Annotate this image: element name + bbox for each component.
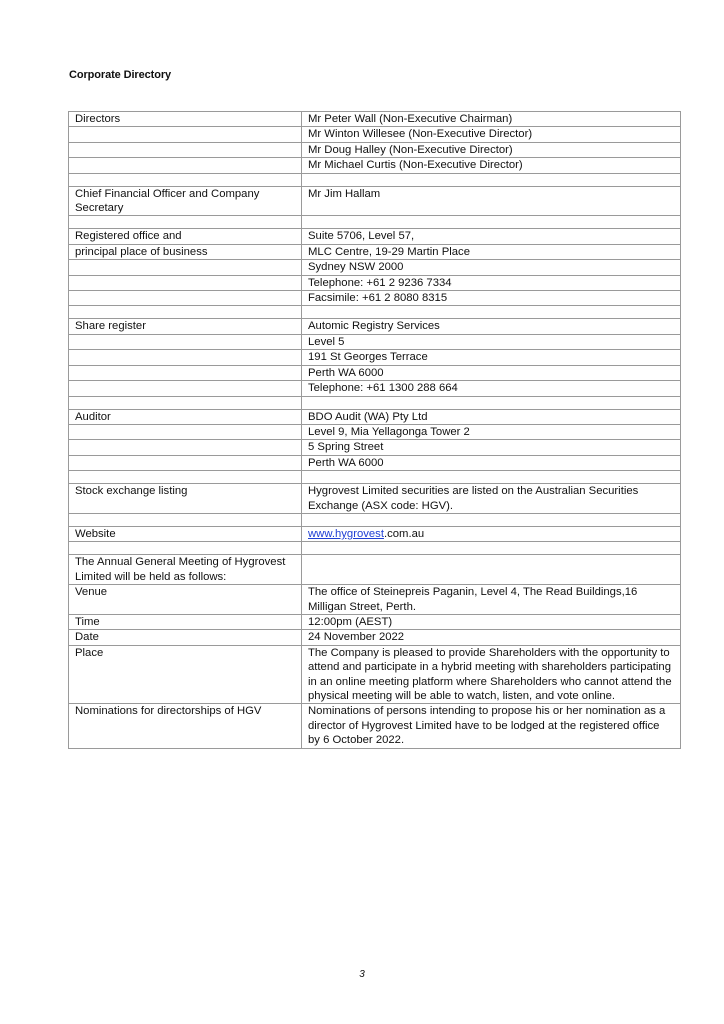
- row-label: Date: [69, 630, 302, 645]
- spacer-cell: [69, 542, 302, 555]
- spacer-cell: [302, 216, 681, 229]
- table-row: [69, 229, 681, 244]
- row-value: Telephone: +61 2 9236 7334: [302, 275, 681, 290]
- row-label: [69, 365, 302, 380]
- row-label: Time: [69, 614, 302, 629]
- row-label: Nominations for directorships of HGV: [69, 704, 302, 748]
- website-suffix: .com.au: [383, 527, 425, 540]
- row-value: Mr Winton Willesee (Non-Executive Director): [302, 127, 681, 142]
- row-value: [302, 526, 681, 541]
- table-row: [69, 112, 681, 127]
- page-title: Corporate Directory: [69, 69, 172, 81]
- table-row: [69, 319, 681, 334]
- table-row: [69, 484, 681, 514]
- spacer-row: [69, 471, 681, 484]
- table-row: [69, 275, 681, 290]
- table-row: [69, 350, 681, 365]
- row-value: Telephone: +61 1300 288 664: [302, 381, 681, 396]
- row-label: Website: [69, 526, 302, 541]
- row-value: 12:00pm (AEST): [302, 614, 681, 629]
- spacer-cell: [69, 396, 302, 409]
- row-value: Mr Doug Halley (Non-Executive Director): [302, 142, 681, 157]
- row-value: Facsimile: +61 2 8080 8315: [302, 291, 681, 306]
- row-label: [69, 291, 302, 306]
- row-label: [69, 455, 302, 470]
- row-label: [69, 142, 302, 157]
- spacer-row: [69, 216, 681, 229]
- row-label: [69, 350, 302, 365]
- row-label: Place: [69, 645, 302, 704]
- table-row: [69, 186, 681, 216]
- row-value: 24 November 2022: [302, 630, 681, 645]
- row-label: Stock exchange listing: [69, 484, 302, 514]
- spacer-row: [69, 513, 681, 526]
- spacer-cell: [302, 173, 681, 186]
- row-value: BDO Audit (WA) Pty Ltd: [302, 409, 681, 424]
- table-row: [69, 704, 681, 748]
- row-value: Perth WA 6000: [302, 455, 681, 470]
- spacer-cell: [302, 396, 681, 409]
- row-value: Sydney NSW 2000: [302, 260, 681, 275]
- table-row: [69, 555, 681, 585]
- row-label: [69, 260, 302, 275]
- row-value: Suite 5706, Level 57,: [302, 229, 681, 244]
- table-row: [69, 142, 681, 157]
- website-link[interactable]: www.hygrovest: [308, 527, 384, 540]
- row-label: [69, 275, 302, 290]
- table-row: [69, 645, 681, 704]
- table-row: [69, 260, 681, 275]
- corporate-directory-table: [68, 111, 681, 749]
- row-label: The Annual General Meeting of Hygrovest Limited will be held as follows:: [69, 555, 302, 585]
- row-label: [69, 440, 302, 455]
- row-value: 5 Spring Street: [302, 440, 681, 455]
- table-row: [69, 127, 681, 142]
- row-value: Automic Registry Services: [302, 319, 681, 334]
- spacer-cell: [69, 173, 302, 186]
- spacer-cell: [69, 216, 302, 229]
- row-label: Directors: [69, 112, 302, 127]
- table-row: [69, 291, 681, 306]
- row-value: Level 9, Mia Yellagonga Tower 2: [302, 424, 681, 439]
- spacer-cell: [302, 471, 681, 484]
- spacer-cell: [69, 306, 302, 319]
- table-row: [69, 334, 681, 349]
- spacer-cell: [302, 513, 681, 526]
- table-row: [69, 614, 681, 629]
- row-value: [302, 555, 681, 585]
- table-row: [69, 526, 681, 541]
- spacer-row: [69, 306, 681, 319]
- spacer-row: [69, 542, 681, 555]
- table-row: [69, 630, 681, 645]
- row-label: Venue: [69, 585, 302, 615]
- row-label: Share register: [69, 319, 302, 334]
- row-label: Auditor: [69, 409, 302, 424]
- row-label: Registered office and: [69, 229, 302, 244]
- row-value: 191 St Georges Terrace: [302, 350, 681, 365]
- row-label: Chief Financial Officer and Company Secretary: [69, 186, 302, 216]
- row-value: Perth WA 6000: [302, 365, 681, 380]
- table-row: [69, 455, 681, 470]
- row-label: [69, 158, 302, 173]
- row-value: The office of Steinepreis Paganin, Level 4, The Read Buildings,16 Milligan Street, Perth.: [302, 585, 681, 615]
- row-label: [69, 424, 302, 439]
- row-value: Mr Jim Hallam: [302, 186, 681, 216]
- row-value: Mr Peter Wall (Non-Executive Chairman): [302, 112, 681, 127]
- row-label: principal place of business: [69, 244, 302, 259]
- spacer-cell: [302, 542, 681, 555]
- table-row: [69, 381, 681, 396]
- spacer-row: [69, 173, 681, 186]
- row-value: The Company is pleased to provide Shareholders with the opportunity to attend and participate in a hybrid meeting with shareholders participating in an online meeting platform where Shareholders who cannot attend the physical meeting will be able to watch, listen, and vote online.: [302, 645, 681, 704]
- spacer-row: [69, 396, 681, 409]
- row-value: Nominations of persons intending to propose his or her nomination as a director of Hygrovest Limited have to be lodged at the registered office by 6 October 2022.: [302, 704, 681, 748]
- row-value: Hygrovest Limited securities are listed on the Australian Securities Exchange (ASX code: HGV).: [302, 484, 681, 514]
- table-row: [69, 440, 681, 455]
- row-value: Level 5: [302, 334, 681, 349]
- table-row: [69, 365, 681, 380]
- row-label: [69, 127, 302, 142]
- row-label: [69, 334, 302, 349]
- spacer-cell: [69, 471, 302, 484]
- row-value: MLC Centre, 19-29 Martin Place: [302, 244, 681, 259]
- table-row: [69, 244, 681, 259]
- table-row: [69, 424, 681, 439]
- spacer-cell: [302, 306, 681, 319]
- spacer-cell: [69, 513, 302, 526]
- table-row: [69, 409, 681, 424]
- row-label: [69, 381, 302, 396]
- table-row: [69, 585, 681, 615]
- page-number: 3: [359, 969, 365, 980]
- table-row: [69, 158, 681, 173]
- row-value: Mr Michael Curtis (Non-Executive Director): [302, 158, 681, 173]
